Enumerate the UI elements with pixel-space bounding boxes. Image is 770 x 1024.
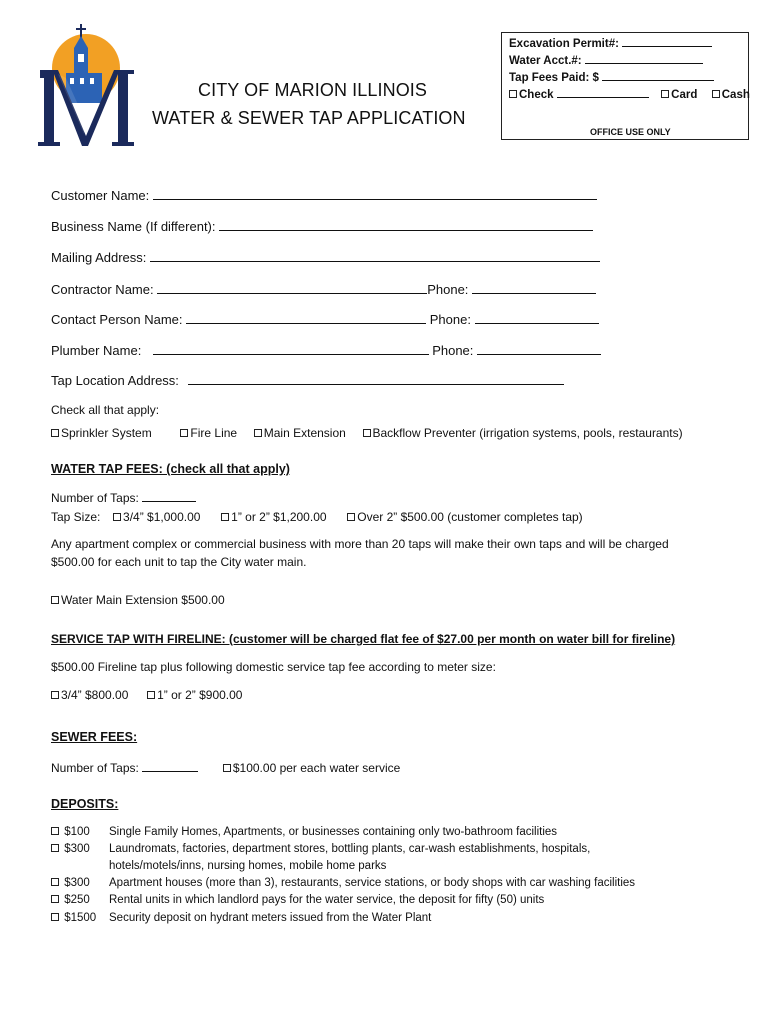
tap-size-label: Tap Size: xyxy=(51,510,101,524)
service-tap-heading: SERVICE TAP WITH FIRELINE: (customer will be charged flat fee of $27.00 per month on water bill for fireline) xyxy=(51,632,676,646)
form-title-line1: CITY OF MARION ILLINOIS xyxy=(198,80,428,100)
water-note-line1: Any apartment complex or commercial business with more than 20 taps will make their own taps and will be charged xyxy=(51,537,669,551)
contact-phone-label: Phone: xyxy=(429,312,471,327)
sewer-num-taps-field[interactable] xyxy=(142,761,198,772)
cash-checkbox[interactable] xyxy=(712,90,720,98)
sewer-fee-label: $100.00 per each water service xyxy=(232,761,401,775)
contact-person-label: Contact Person Name: xyxy=(51,312,183,327)
sewer-fee-checkbox[interactable] xyxy=(223,764,231,772)
tap-size-34-label: 3/4” $1,000.00 xyxy=(123,510,201,524)
card-checkbox[interactable] xyxy=(661,90,669,98)
mailing-address-field[interactable] xyxy=(150,251,600,262)
sprinkler-checkbox[interactable] xyxy=(51,429,59,437)
tap-location-label: Tap Location Address: xyxy=(51,373,179,388)
check-number-field[interactable] xyxy=(557,87,649,98)
deposit-amount: $250 xyxy=(64,894,90,906)
fireline-34-checkbox[interactable] xyxy=(51,691,59,699)
backflow-label: Backflow Preventer (irrigation systems, pools, restaurants) xyxy=(372,426,683,440)
cash-label: Cash xyxy=(721,89,750,101)
deposit-desc-line2: hotels/motels/inns, nursing homes, mobile home parks xyxy=(109,860,387,872)
contractor-phone-field[interactable] xyxy=(472,283,596,294)
water-num-taps-field[interactable] xyxy=(142,491,196,502)
water-acct-label: Water Acct.#: xyxy=(509,55,582,67)
fireline-1-2-checkbox[interactable] xyxy=(147,691,155,699)
plumber-phone-label: Phone: xyxy=(432,343,474,358)
form-title-line2: WATER & SEWER TAP APPLICATION xyxy=(152,108,466,128)
water-main-ext-checkbox[interactable] xyxy=(51,596,59,604)
contact-person-field[interactable] xyxy=(186,313,426,324)
tap-size-1-2-label: 1” or 2” $1,200.00 xyxy=(231,510,327,524)
check-checkbox[interactable] xyxy=(509,90,517,98)
fireline-1-2-label: 1” or 2” $900.00 xyxy=(157,688,243,702)
tap-fees-field[interactable] xyxy=(602,70,714,81)
deposit-amount: $100 xyxy=(64,826,90,838)
plumber-name-label: Plumber Name: xyxy=(51,343,142,358)
excavation-permit-field[interactable] xyxy=(622,36,712,47)
card-label: Card xyxy=(671,89,698,101)
deposit-amount: $1500 xyxy=(64,912,97,924)
deposit-row xyxy=(51,912,751,928)
deposit-row xyxy=(51,894,751,910)
tap-size-34-checkbox[interactable] xyxy=(113,513,121,521)
contractor-name-field[interactable] xyxy=(157,283,427,294)
main-extension-label: Main Extension xyxy=(263,426,346,440)
deposit-checkbox[interactable] xyxy=(51,895,59,903)
water-main-ext-label: Water Main Extension $500.00 xyxy=(61,593,225,607)
tap-size-over2-checkbox[interactable] xyxy=(347,513,355,521)
deposits-heading: DEPOSITS: xyxy=(51,797,119,811)
customer-name-field[interactable] xyxy=(153,189,597,200)
sewer-heading: SEWER FEES: xyxy=(51,730,138,744)
sewer-num-taps-label: Number of Taps: xyxy=(51,761,139,775)
contractor-phone-label: Phone: xyxy=(427,282,469,297)
deposit-desc: Apartment houses (more than 3), restaurants, service stations, or body shops with car washing facilities xyxy=(109,877,636,889)
tap-size-1-2-checkbox[interactable] xyxy=(221,513,229,521)
deposit-row xyxy=(51,826,751,842)
customer-name-label: Customer Name: xyxy=(51,188,150,203)
deposit-checkbox[interactable] xyxy=(51,827,59,835)
deposit-amount: $300 xyxy=(64,877,90,889)
deposit-checkbox[interactable] xyxy=(51,844,59,852)
deposit-amount: $300 xyxy=(64,843,90,855)
tap-location-field[interactable] xyxy=(188,374,564,385)
fire-line-checkbox[interactable] xyxy=(180,429,188,437)
fire-line-label: Fire Line xyxy=(190,426,238,440)
service-tap-desc: $500.00 Fireline tap plus following domestic service tap fee according to meter size: xyxy=(51,660,496,674)
contact-phone-field[interactable] xyxy=(475,313,599,324)
deposit-desc: Laundromats, factories, department stores, bottling plants, car-wash establishments, hospitals, xyxy=(109,843,591,855)
deposit-desc: Security deposit on hydrant meters issued from the Water Plant xyxy=(109,912,432,924)
check-all-label: Check all that apply: xyxy=(51,403,160,417)
office-use-box xyxy=(501,32,749,140)
water-note-line2: $500.00 for each unit to tap the City water main. xyxy=(51,555,307,569)
sprinkler-label: Sprinkler System xyxy=(61,426,152,440)
deposit-row xyxy=(51,877,751,893)
backflow-checkbox[interactable] xyxy=(363,429,371,437)
deposit-desc: Single Family Homes, Apartments, or businesses containing only two-bathroom facilities xyxy=(109,826,558,838)
business-name-field[interactable] xyxy=(219,220,593,231)
office-use-only-label: OFFICE USE ONLY xyxy=(590,127,671,137)
deposit-row xyxy=(51,843,751,877)
plumber-phone-field[interactable] xyxy=(477,344,601,355)
check-label: Check xyxy=(519,89,554,101)
plumber-name-field[interactable] xyxy=(153,344,429,355)
main-extension-checkbox[interactable] xyxy=(254,429,262,437)
deposit-checkbox[interactable] xyxy=(51,913,59,921)
water-acct-field[interactable] xyxy=(585,53,703,64)
fireline-34-label: 3/4” $800.00 xyxy=(61,688,129,702)
tap-fees-label: Tap Fees Paid: $ xyxy=(509,72,599,84)
water-num-taps-label: Number of Taps: xyxy=(51,491,139,505)
business-name-label: Business Name (If different): xyxy=(51,219,216,234)
tap-size-over2-label: Over 2” $500.00 (customer completes tap) xyxy=(357,510,583,524)
deposit-desc: Rental units in which landlord pays for the water service, the deposit for fifty (50) units xyxy=(109,894,545,906)
city-seal-logo xyxy=(36,18,136,152)
deposit-checkbox[interactable] xyxy=(51,878,59,886)
mailing-address-label: Mailing Address: xyxy=(51,250,147,265)
contractor-name-label: Contractor Name: xyxy=(51,282,154,297)
water-tap-heading: WATER TAP FEES: (check all that apply) xyxy=(51,462,290,476)
excavation-permit-label: Excavation Permit#: xyxy=(509,38,619,50)
